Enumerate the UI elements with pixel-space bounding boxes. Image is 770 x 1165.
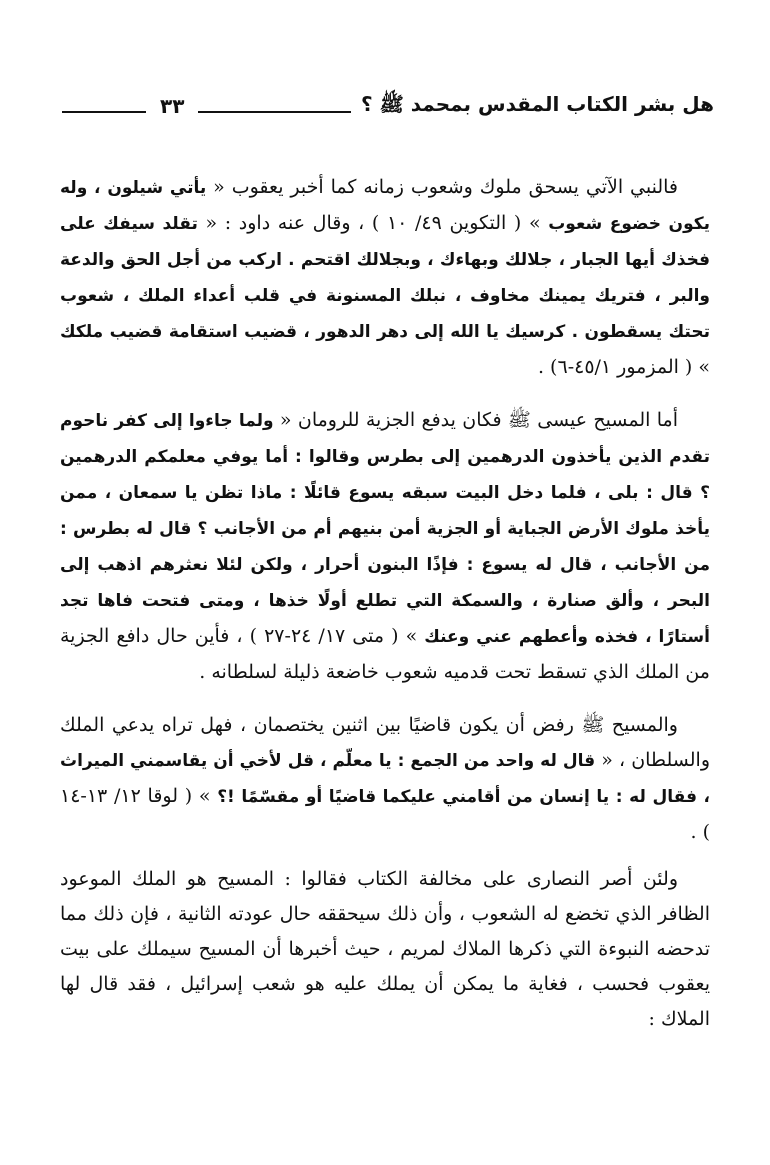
quoted-text: قال له واحد من الجمع : يا معلّم ، قل لأخي أن يقاسمني الميراث ، فقال له : يا إنسان من أقامني عليكما قاضيًا أو مقسّمًا !؟ — [60, 751, 711, 807]
quoted-text: ولما جاءوا إلى كفر ناحوم تقدم الذين يأخذون الدرهمين إلى بطرس وقالوا : أما يوفي معلمكم الدرهمين ؟ قال : بلى ، فلما دخل البيت سبقه يسوع قائلًا : ماذا تظن يا سمعان ، ممن يأخذ ملوك الأرض الجباية أو الجزية أمن بنيهم أم من الأجانب ؟ قال له بطرس : من الأجانب ، قال له يسوع : فإذًا البنون أحرار ، ولكن لئلا نعثرهم اذهب إلى البحر ، وألق صنارة ، والسمكة التي تطلع أولًا خذها ، ومتى فتحت فاها تجد أستارًا ، فخذه وأعطهم عني وعنك — [60, 411, 710, 647]
paragraph-4 — [60, 862, 710, 1037]
header-rule-end — [62, 111, 146, 113]
text-run: والمسيح ﷺ رفض أن يكون قاضيًا بين اثنين يختصمان ، فهل تراه يدعي الملك والسلطان ، « — [60, 714, 711, 771]
header-rule — [198, 111, 351, 113]
paragraph-2 — [60, 403, 710, 690]
quoted-text: يأتي شيلون ، وله يكون خضوع شعوب — [60, 178, 710, 234]
quoted-text: تقلد سيفك على فخذك أيها الجبار ، جلالك وبهاءك ، وبجلالك اقتحم . اركب من أجل الحق والدعة والبر ، فتريك يمينك مخاوف ، نبلك المسنونة في قلب أعداء الملك ، شعوب تحتك يسقطون . كرسيك يا الله إلى دهر الدهور ، قضيب استقامة قضيب ملكك — [60, 214, 710, 342]
text-run: أما المسيح عيسى ﷺ فكان يدفع الجزية للرومان « — [273, 409, 678, 431]
running-header — [62, 86, 714, 126]
text-run: » ( متى ١٧/ ٢٤-٢٧ ) ، فأين حال دافع الجزية من الملك الذي تسقط تحت قدميه شعوب خاضعة ذليلة لسلطانه . — [60, 625, 710, 683]
text-run: » ( المزمور ٤٥/١-٦) . — [537, 356, 710, 378]
text-run: » ( التكوين ٤٩/ ١٠ ) ، وقال عنه داود : « — [197, 212, 549, 234]
running-header-title: هل بشر الكتاب المقدس بمحمد ﷺ ؟ — [361, 91, 714, 116]
page-number: ٣٣ — [160, 94, 185, 118]
body-text — [60, 170, 710, 1037]
text-run: » ( لوقا ١٢/ ١٣-١٤ ) . — [60, 785, 710, 843]
paragraph-3 — [60, 708, 710, 850]
text-run: فالنبي الآتي يسحق ملوك وشعوب زمانه كما أخبر يعقوب « — [206, 176, 679, 198]
text-run: ولئن أصر النصارى على مخالفة الكتاب فقالوا : المسيح هو الملك الموعود الظافر الذي تخضع له الشعوب ، وأن ذلك سيحققه حال عودته الثانية ، فإن ذلك مما تدحضه النبوءة التي ذكرها الملاك لمريم ، حيث أخبرها أن المسيح سيملك على بيت يعقوب فحسب ، فغاية ما يمكن أن يملك عليه هو شعب إسرائيل ، فقد قال لها الملاك : — [60, 868, 710, 1030]
paragraph-1 — [60, 170, 710, 385]
